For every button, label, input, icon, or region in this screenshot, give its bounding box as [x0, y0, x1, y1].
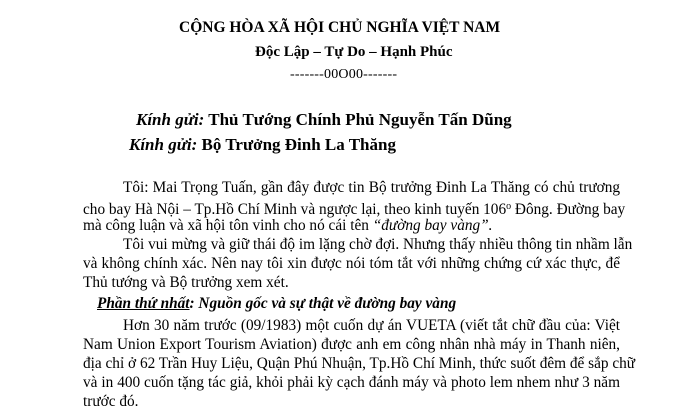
- addressee-name: Thủ Tướng Chính Phủ Nguyễn Tấn Dũng: [208, 110, 512, 129]
- paragraph-2-line-2: và không chính xác. Nên nay tôi xin được nói tóm tắt với những chứng cứ xác thực, để: [83, 255, 620, 272]
- section-line-1: Hơn 30 năm trước (09/1983) một cuốn dự án VUETA (viết tắt chữ đầu của: Việt: [123, 317, 620, 334]
- addressee-prime-minister: [136, 110, 512, 130]
- paragraph-1-line-2: [83, 198, 626, 219]
- addressee-label: Kính gửi:: [136, 110, 205, 129]
- paragraph-2-line-1: Tôi vui mừng và giữ thái độ im lặng chờ đợi. Nhưng thấy nhiều thông tin nhầm lẫn: [123, 236, 633, 253]
- text-run: mà công luận và xã hội tôn vinh cho nó cái tên: [83, 217, 373, 234]
- header-separator: -------00O00-------: [290, 67, 398, 82]
- section-line-4: và in 400 cuốn tặng tác giả, khỏi phải kỳ cạch đánh máy và photo lem nhem như 3 năm: [83, 374, 620, 391]
- section-line-5: trước đó.: [83, 393, 139, 410]
- text-run: cho bay Hà Nội – Tp.Hồ Chí Minh và ngược lại, theo kinh tuyến 106: [83, 201, 507, 218]
- section-line-2: Nam Union Export Tourism Aviation) được anh em công nhân nhà máy in Thanh niên,: [83, 336, 620, 353]
- section-label: Phần thứ nhất: [97, 295, 190, 312]
- motto: Độc Lập – Tự Do – Hạnh Phúc: [255, 44, 453, 60]
- addressee-minister: [129, 135, 396, 155]
- country-header: CỘNG HÒA XÃ HỘI CHỦ NGHĨA VIỆT NAM: [179, 19, 501, 36]
- section-heading: [97, 295, 456, 313]
- text-run: Đông. Đường bay: [511, 201, 626, 218]
- section-line-3: địa chỉ ở 62 Trần Huy Liệu, Quận Phú Nhuận, Tp.Hồ Chí Minh, thức suốt đêm để sắp chữ: [83, 355, 636, 372]
- paragraph-2-line-3: Thủ tướng và Bộ trưởng xem xét.: [83, 274, 289, 291]
- addressee-label: Kính gửi:: [129, 135, 198, 154]
- paragraph-1-line-1: Tôi: Mai Trọng Tuấn, gần đây được tin Bộ trưởng Đinh La Thăng có chủ trương: [123, 179, 620, 196]
- addressee-name: Bộ Trưởng Đinh La Thăng: [201, 135, 396, 154]
- paragraph-1-line-3: [83, 217, 643, 235]
- section-title: : Nguồn gốc và sự thật về đường bay vàng: [189, 295, 457, 312]
- degree-superscript: o: [506, 201, 512, 212]
- quoted-name: “đường bay vàng”.: [372, 217, 493, 234]
